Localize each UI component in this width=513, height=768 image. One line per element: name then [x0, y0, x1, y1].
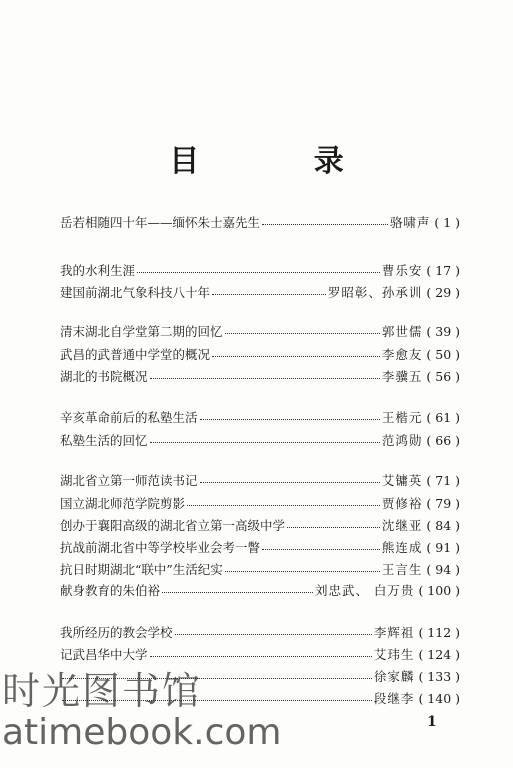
toc-entry-title: 国立湖北师范学院剪影: [60, 496, 186, 511]
toc-entry-page: ( 66 ): [426, 433, 460, 448]
toc-entry: [60, 408, 460, 424]
toc-entry: [60, 581, 460, 597]
dot-leader: [175, 634, 372, 635]
page-number: 1: [427, 714, 437, 730]
watermark-text-url: atimebook.com: [2, 712, 282, 753]
toc-entry-title: 献身教育的朱伯裕: [60, 583, 161, 598]
toc-entry: [60, 560, 460, 576]
toc-entry-page: ( 56 ): [426, 369, 460, 384]
toc-entry-page: ( 61 ): [426, 410, 460, 425]
toc-entry-author: 艾玮生: [373, 647, 415, 662]
dot-leader: [212, 356, 380, 357]
dot-leader: [162, 592, 313, 593]
toc-entry-title: 清末湖北自学堂第二期的回忆: [60, 324, 223, 339]
toc-entry-title: 记武昌华中大学: [60, 647, 148, 662]
toc-entry-page: ( 39 ): [426, 324, 460, 339]
toc-entry-author: 范鸿勋: [381, 433, 423, 448]
toc-entry-author: 艾镛英: [381, 473, 423, 488]
toc-entry-author: 熊连成: [381, 540, 423, 555]
toc-entry-title: 建国前湖北气象科技八十年: [60, 285, 211, 300]
toc-entry: [60, 367, 460, 383]
toc-entry-title: 私塾生活的回忆: [60, 433, 148, 448]
dot-leader: [200, 482, 380, 483]
toc-entry-title: 抗日时期湖北“联中”生活纪实: [60, 562, 223, 577]
toc-entry-author: 曹乐安: [381, 263, 423, 278]
toc-entry-author: 罗昭彰、孙承训: [327, 285, 423, 300]
toc-entry-title: 武昌的武普通中学堂的概况: [60, 347, 211, 362]
dot-leader: [187, 505, 380, 506]
toc-entry-title: 我所经历的教会学校: [60, 625, 173, 640]
toc-entry-author: 段继李: [373, 691, 415, 706]
toc-entry-author: 刘忠武、 白万贵: [314, 583, 415, 598]
toc-entry-author: 李愈友: [381, 347, 423, 362]
toc-entry: [60, 645, 460, 661]
toc-entry-page: ( 140 ): [418, 691, 460, 706]
toc-entry-author: 郭世儒: [381, 324, 423, 339]
toc-entry-author: 王楷元: [381, 410, 423, 425]
toc-entry-author: 李辉祖: [373, 625, 415, 640]
toc-entry-page: ( 124 ): [418, 647, 460, 662]
toc-entry: [60, 538, 460, 554]
toc-entry-author: 徐家麟: [373, 669, 415, 684]
toc-entry: [60, 213, 460, 229]
toc-entry-title: 湖北省立第一师范读书记: [60, 473, 198, 488]
dot-leader: [137, 272, 380, 273]
page-title: 目 录: [169, 144, 396, 179]
dot-leader: [225, 571, 380, 572]
toc-entry-title: 岳若相随四十年——缅怀朱士嘉先生: [60, 215, 261, 230]
toc-entry-title: 湖北的书院概况: [60, 369, 148, 384]
toc-entry-page: ( 17 ): [426, 263, 460, 278]
toc-entry-author: 王言生: [381, 562, 423, 577]
toc-entry: [60, 261, 460, 277]
toc-entry: [60, 494, 460, 510]
toc-entry-author: 贾修裕: [381, 496, 423, 511]
dot-leader: [262, 224, 388, 225]
toc-entry-page: ( 133 ): [418, 669, 460, 684]
toc-entry-title: 辛亥革命前后的私塾生活: [60, 410, 198, 425]
toc-entry-page: ( 94 ): [426, 562, 460, 577]
dot-leader: [212, 294, 326, 295]
toc-entry-page: ( 84 ): [426, 518, 460, 533]
toc-entry-page: ( 50 ): [426, 347, 460, 362]
dot-leader: [287, 527, 380, 528]
dot-leader: [150, 442, 380, 443]
toc-entry: [60, 345, 460, 361]
toc-entry-page: ( 1 ): [434, 215, 460, 230]
toc-entry-author: 骆啸声: [389, 215, 431, 230]
dot-leader: [150, 378, 380, 379]
toc-entry-page: ( 71 ): [426, 473, 460, 488]
toc-entry-page: ( 91 ): [426, 540, 460, 555]
toc-entry: [60, 516, 460, 532]
toc-entry-page: ( 79 ): [426, 496, 460, 511]
toc-entry: [60, 431, 460, 447]
toc-entry-page: ( 112 ): [418, 625, 460, 640]
dot-leader: [262, 549, 380, 550]
dot-leader: [225, 333, 380, 334]
toc-entry-title: 创办于襄阳高级的湖北省立第一高级中学: [60, 518, 286, 533]
toc-entry-page: ( 100 ): [418, 583, 460, 598]
toc-entry-author: 李骥五: [381, 369, 423, 384]
toc-entry-title: 抗战前湖北省中等学校毕业会考一瞥: [60, 540, 261, 555]
toc-entry-page: ( 29 ): [426, 285, 460, 300]
watermark-text-chinese: 时光图书馆: [2, 669, 203, 713]
toc-entry-title: 我的水利生涯: [60, 263, 136, 278]
dot-leader: [150, 656, 372, 657]
toc-entry: [60, 322, 460, 338]
dot-leader: [200, 419, 380, 420]
toc-entry: [60, 623, 460, 639]
toc-entry: [60, 283, 460, 299]
toc-entry: [60, 471, 460, 487]
toc-entry-author: 沈继亚: [381, 518, 423, 533]
